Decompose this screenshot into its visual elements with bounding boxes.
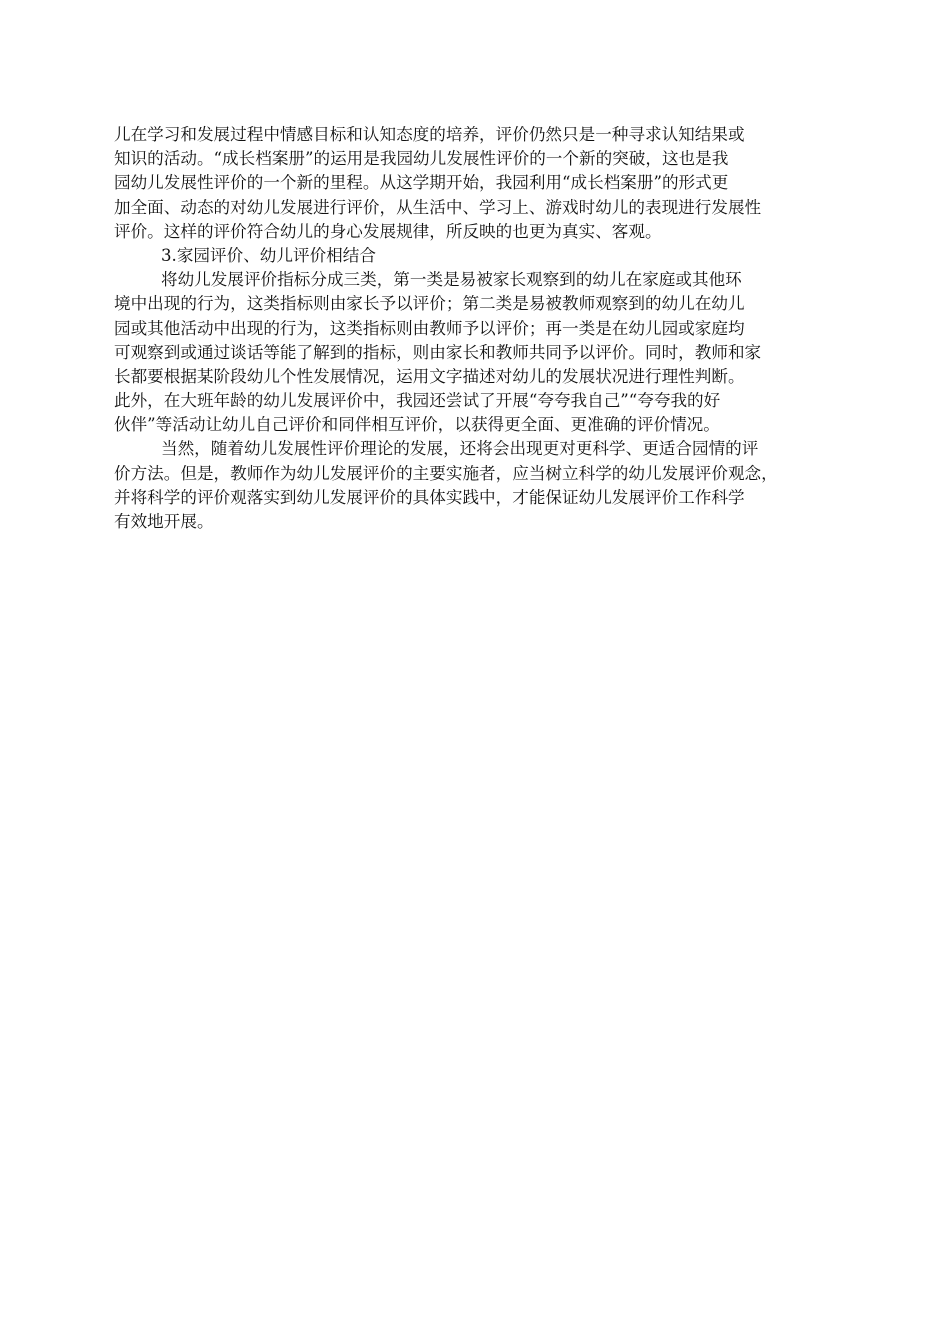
document-body [114,123,842,534]
text-line: 价方法。但是，教师作为幼儿发展评价的主要实施者，应当树立科学的幼儿发展评价观念， [114,463,778,483]
text-line: 当然，随着幼儿发展性评价理论的发展，还将会出现更对更科学、更适合园情的评 [161,439,759,459]
text-line: 加全面、动态的对幼儿发展进行评价，从生活中、学习上、游戏时幼儿的表现进行发展性 [114,197,762,217]
text-line: 园或其他活动中出现的行为，这类指标则由教师予以评价；再一类是在幼儿园或家庭均 [114,318,745,338]
text-line: 将幼儿发展评价指标分成三类，第一类是易被家长观察到的幼儿在家庭或其他环 [161,270,742,290]
text-line: 园幼儿发展性评价的一个新的里程。从这学期开始，我园利用“成长档案册”的形式更 [114,173,729,193]
text-line: 有效地开展。 [114,512,214,531]
text-line: 知识的活动。“成长档案册”的运用是我园幼儿发展性评价的一个新的突破，这也是我 [114,149,729,169]
text-line: 儿在学习和发展过程中情感目标和认知态度的培养，评价仍然只是一种寻求认知结果或 [114,125,745,144]
text-line: 并将科学的评价观落实到幼儿发展评价的具体实践中，才能保证幼儿发展评价工作科学 [114,487,745,507]
text-line: 评价。这样的评价符合幼儿的身心发展规律，所反映的也更为真实、客观。 [114,221,662,241]
section-heading: 3.家园评价、幼儿评价相结合 [161,245,376,265]
text-line: 长都要根据某阶段幼儿个性发展情况，运用文字描述对幼儿的发展状况进行理性判断。 [114,366,745,386]
text-line: 可观察到或通过谈话等能了解到的指标，则由家长和教师共同予以评价。同时，教师和家 [114,342,762,362]
text-line: 伙伴”等活动让幼儿自己评价和同伴相互评价，以获得更全面、更准确的评价情况。 [114,415,720,435]
text-line: 境中出现的行为，这类指标则由家长予以评价；第二类是易被教师观察到的幼儿在幼儿 [114,294,745,314]
text-line: 此外，在大班年龄的幼儿发展评价中，我园还尝试了开展“夸夸我自己”“夸夸我的好 [114,391,721,411]
